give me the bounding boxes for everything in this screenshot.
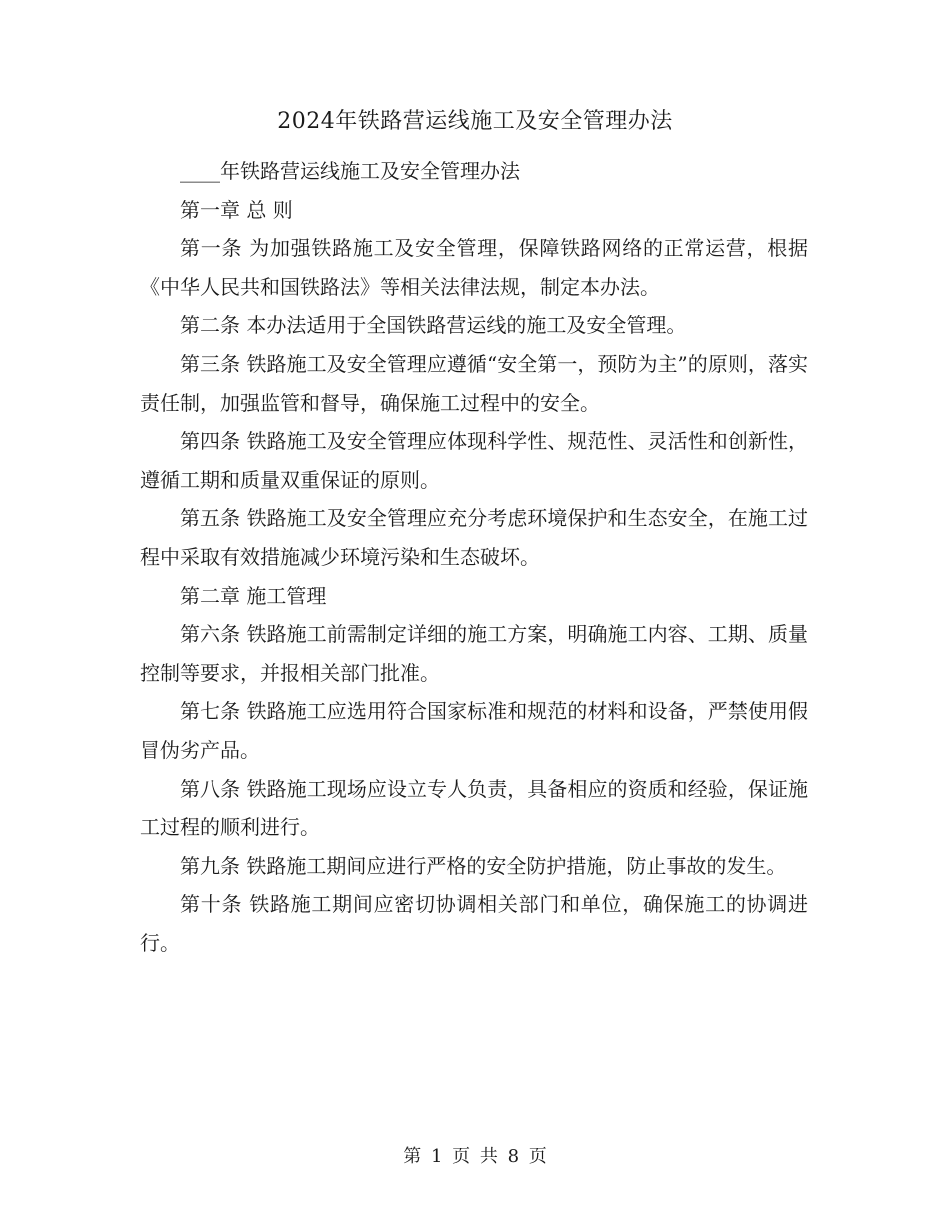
article-paragraph: 第三条 铁路施工及安全管理应遵循“安全第一，预防为主”的原则，落实责任制，加强监管和督导，确保施工过程中的安全。	[140, 351, 808, 415]
article-paragraph: 第六条 铁路施工前需制定详细的施工方案，明确施工内容、工期、质量控制等要求，并报相关部门批准。	[140, 622, 808, 685]
page-number-footer: 第 1 页 共 8 页	[403, 1146, 547, 1167]
article-paragraph: 第七条 铁路施工应选用符合国家标准和规范的材料和设备，严禁使用假冒伪劣产品。	[140, 699, 808, 762]
article-paragraph: 第二条 本办法适用于全国铁路营运线的施工及安全管理。	[180, 313, 687, 338]
subtitle-line: ____年铁路营运线施工及安全管理办法	[180, 159, 520, 183]
article-paragraph: 第一条 为加强铁路施工及安全管理，保障铁路网络的正常运营，根据《中华人民共和国铁路法》等相关法律法规，制定本办法。	[140, 236, 808, 299]
chapter-heading: 第二章 施工管理	[180, 583, 327, 608]
article-paragraph: 第五条 铁路施工及安全管理应充分考虑环境保护和生态安全，在施工过程中采取有效措施减少环境污染和生态破坏。	[140, 506, 808, 569]
document-title: 2024年铁路营运线施工及安全管理办法	[277, 109, 673, 134]
document-body	[140, 152, 808, 962]
article-paragraph: 第十条 铁路施工期间应密切协调相关部门和单位，确保施工的协调进行。	[140, 892, 808, 955]
chapter-heading: 第一章 总 则	[180, 197, 293, 222]
article-paragraph: 第四条 铁路施工及安全管理应体现科学性、规范性、灵活性和创新性，遵循工期和质量双重保证的原则。	[140, 429, 808, 492]
article-paragraph: 第九条 铁路施工期间应进行严格的安全防护措施，防止事故的发生。	[180, 853, 787, 878]
article-paragraph: 第八条 铁路施工现场应设立专人负责，具备相应的资质和经验，保证施工过程的顺利进行。	[140, 776, 808, 840]
